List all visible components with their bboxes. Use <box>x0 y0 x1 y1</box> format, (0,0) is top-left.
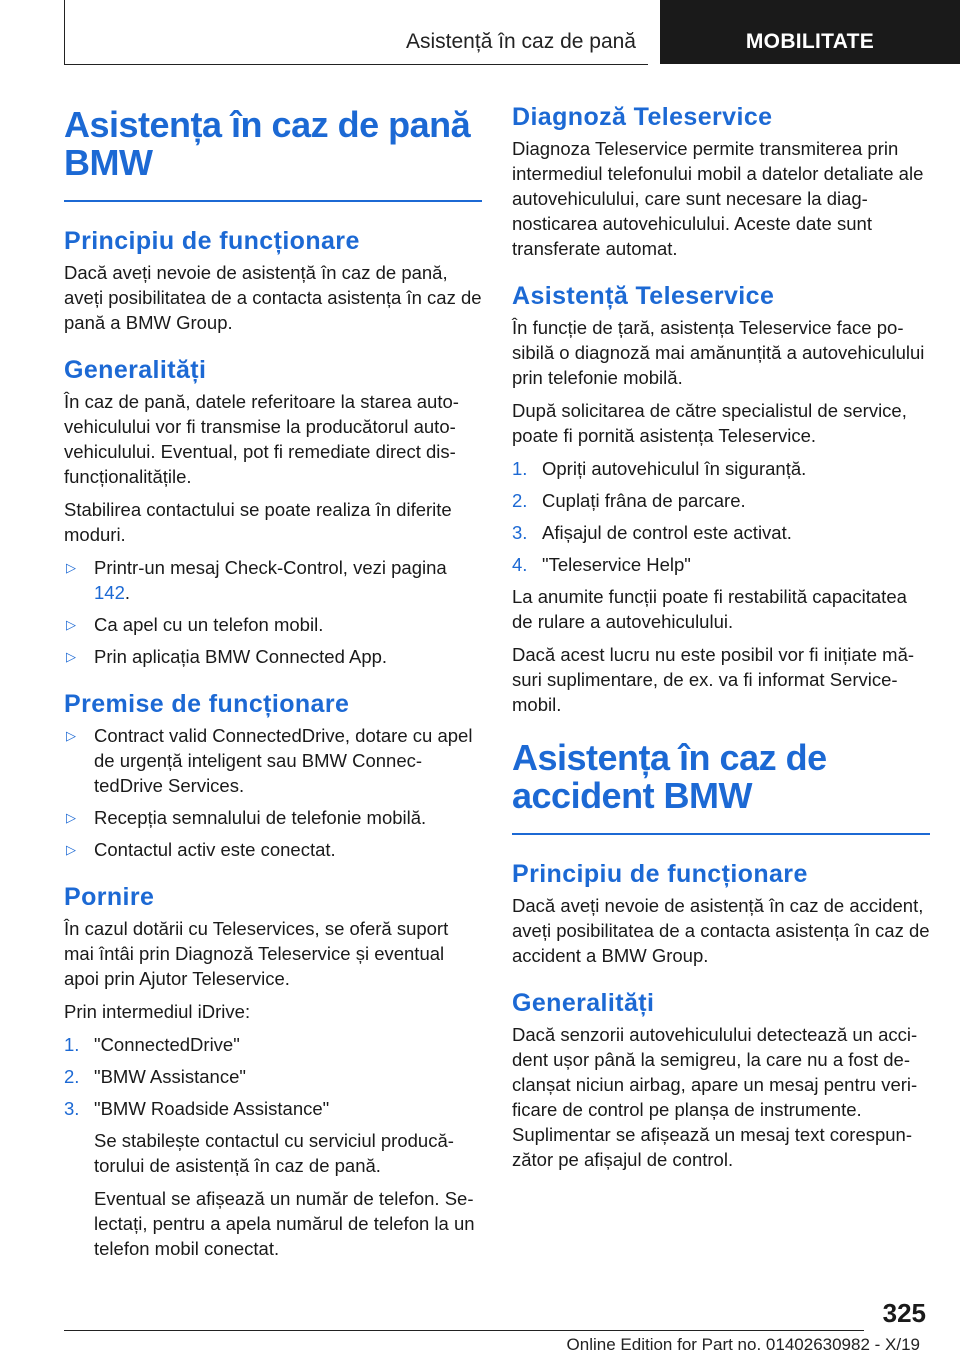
list-item-text: Prin aplicația BMW Connected App. <box>94 646 388 667</box>
list-item <box>64 837 482 862</box>
general-text: În caz de pană, datele referitoare la starea autovehiculului vor fi transmise la producătorul autovehiculului. Eventual, pot fi remediate direct disfuncționalitățile. <box>64 391 459 487</box>
list-item <box>64 644 482 669</box>
accident-title: Asistența în caz de accident BMW <box>512 737 827 816</box>
triangle-bullet-icon: ▷ <box>66 810 76 825</box>
step-number: 2. <box>512 490 528 511</box>
diag-heading: Diagnoză Teleservice <box>512 103 773 131</box>
triangle-bullet-icon: ▷ <box>66 728 76 743</box>
list-item-text: Recepția semnalului de telefonie mobilă. <box>94 807 427 828</box>
principle-heading: Principiu de funcționare <box>64 227 360 255</box>
triangle-bullet-icon: ▷ <box>66 617 76 632</box>
contact-list <box>64 555 482 669</box>
step-number: 4. <box>512 554 528 575</box>
step-text: Opriți autovehiculul în siguranță. <box>542 458 807 479</box>
triangle-bullet-icon: ▷ <box>66 560 76 575</box>
idrive-steps <box>64 1032 482 1121</box>
step-text: "BMW Roadside Assistance" <box>94 1098 330 1119</box>
triangle-bullet-icon: ▷ <box>66 649 76 664</box>
teleservice-steps <box>512 456 930 577</box>
assist-text: În funcție de țară, asistența Teleservice face posibilă o diagnoză mai amănunțită a autovehiculului prin telefonie mobilă. <box>512 317 925 388</box>
title-rule <box>64 200 482 202</box>
step-text: Cuplați frâna de parcare. <box>542 490 746 511</box>
step-note: Eventual se afișează un număr de telefon. Selectați, pentru a apela numărul de telefon la un telefon mobil conectat. <box>94 1188 475 1259</box>
assist-heading: Asistență Teleservice <box>512 282 775 310</box>
step-item <box>512 456 930 481</box>
list-item-suffix: . <box>124 582 131 603</box>
step-text: Afișajul de control este activat. <box>542 522 792 543</box>
step-text: "Teleservice Help" <box>542 554 691 575</box>
step-item <box>512 552 930 577</box>
step-item <box>64 1096 482 1121</box>
step-item <box>64 1032 482 1057</box>
page-number: 325 <box>882 1298 926 1328</box>
left-column <box>64 98 482 1269</box>
header-chapter-tab[interactable]: MOBILITATE <box>660 0 960 64</box>
step-text: "BMW Assistance" <box>94 1066 246 1087</box>
acc-principle-text: Dacă aveți nevoie de asistență în caz de accident, aveți posibilitatea de a contacta asistența în caz de accident a BMW Group. <box>512 895 930 966</box>
step-text: "ConnectedDrive" <box>94 1034 240 1055</box>
prereq-list <box>64 723 482 862</box>
start-heading: Pornire <box>64 883 155 911</box>
step-item <box>512 488 930 513</box>
acc-principle-heading: Principiu de funcționare <box>512 860 808 888</box>
page-title: Asistența în caz de pană BMW <box>64 104 471 183</box>
header-bottom-rule <box>64 64 648 65</box>
after-text-2: Dacă acest lucru nu este posibil vor fi inițiate măsuri suplimentare, de ex. va fi informat Service-mobil. <box>512 644 915 715</box>
assist-text-2: După solicitarea de către specialistul de service, poate fi pornită asistența Teleservice. <box>512 400 907 446</box>
footer-rule <box>64 1330 864 1331</box>
footer-edition: Online Edition for Part no. 01402630982 - X/19 <box>566 1335 920 1354</box>
triangle-bullet-icon: ▷ <box>66 842 76 857</box>
list-item <box>64 555 482 605</box>
after-text: La anumite funcții poate fi restabilită capacitatea de rulare a autovehiculului. <box>512 586 907 632</box>
step-note: Se stabilește contactul cu serviciul producătorului de asistență în caz de pană. <box>94 1130 454 1176</box>
step-number: 3. <box>512 522 528 543</box>
idrive-text: Prin intermediul iDrive: <box>64 1001 251 1022</box>
right-column <box>512 98 930 1180</box>
accident-title-rule <box>512 833 930 835</box>
list-item-text: Printr-un mesaj Check-Control, vezi pagina <box>94 557 447 578</box>
general-heading: Generalități <box>64 356 207 384</box>
list-item <box>64 723 482 798</box>
list-item-text: Contract valid ConnectedDrive, dotare cu apel de urgență inteligent sau BMW ConnectedDrive Services. <box>94 725 473 796</box>
header-section-title: Asistență în caz de pană <box>406 30 636 53</box>
principle-text: Dacă aveți nevoie de asistență în caz de pană, aveți posibilitatea de a contacta asistența în caz de pană a BMW Group. <box>64 262 482 333</box>
acc-general-text: Dacă senzorii autovehiculului detectează un accident ușor până la semigreu, la care nu a fost declanșat niciun airbag, apare un mesaj pentru verificare de control pe planșa de instrumente. Suplimentar se afișează un mesaj text corespunzător pe afișajul de control. <box>512 1024 918 1170</box>
diag-text: Diagnoza Teleservice permite transmiterea prin intermediul telefonului mobil a datelor detaliate ale autovehiculului, care sunt necesare la diagnosticarea autovehiculului. Aceste date sunt transferate automat. <box>512 138 924 259</box>
prereq-heading: Premise de funcționare <box>64 690 350 718</box>
list-item-text: Contactul activ este conectat. <box>94 839 336 860</box>
page-link[interactable]: 142 <box>94 582 125 603</box>
step-number: 1. <box>512 458 528 479</box>
step-number: 2. <box>64 1066 80 1087</box>
start-text: În cazul dotării cu Teleservices, se oferă suport mai întâi prin Diagnoză Teleservice și eventual apoi prin Ajutor Teleservice. <box>64 918 449 989</box>
step-item <box>512 520 930 545</box>
step-number: 1. <box>64 1034 80 1055</box>
step-item <box>64 1064 482 1089</box>
step-number: 3. <box>64 1098 80 1119</box>
list-item-text: Ca apel cu un telefon mobil. <box>94 614 324 635</box>
list-item <box>64 612 482 637</box>
contact-text: Stabilirea contactului se poate realiza în diferite moduri. <box>64 499 452 545</box>
list-item <box>64 805 482 830</box>
acc-general-heading: Generalități <box>512 989 655 1017</box>
